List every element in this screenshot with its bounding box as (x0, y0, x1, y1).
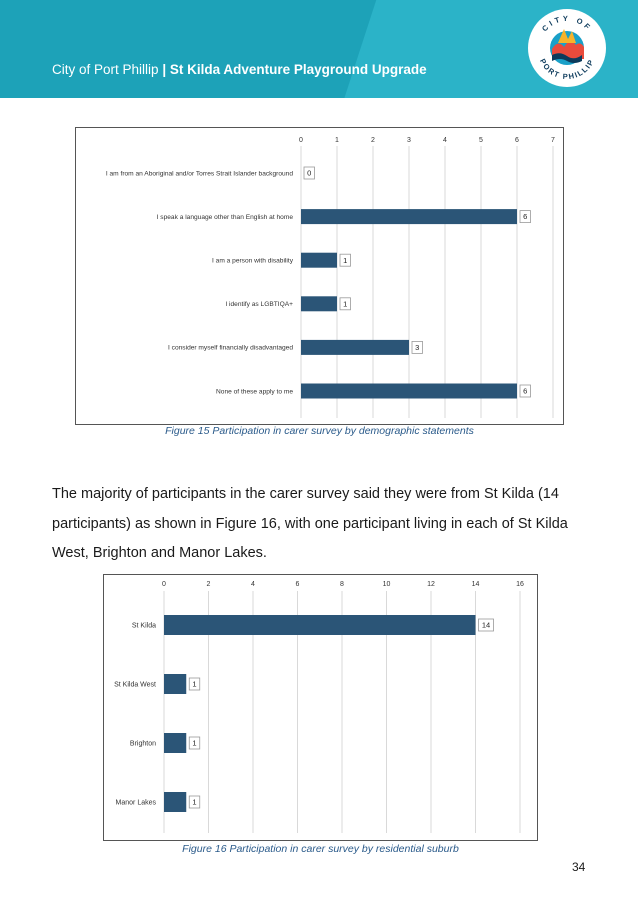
chart1-data-label-0: 14 (481, 620, 491, 630)
chart0-tick-label-3: 3 (407, 137, 411, 144)
chart1-bar-0 (164, 615, 476, 635)
chart1-data-label-1: 1 (192, 679, 197, 689)
chart0-category-label-4: I consider myself financially disadvantaged (168, 344, 293, 352)
chart-16-svg (104, 575, 537, 840)
chart1-tick-label-0: 0 (162, 581, 166, 588)
chart0-tick-label-7: 7 (551, 137, 555, 144)
chart0-category-label-0: I am from an Aboriginal and/or Torres Strait Islander background (105, 170, 293, 178)
figure-15-caption: Figure 15 Participation in carer survey by demographic statements (165, 425, 474, 437)
chart0-data-label-4: 3 (415, 343, 420, 353)
chart1-data-label-3: 1 (192, 797, 197, 807)
chart1-data-label-2: 1 (192, 738, 197, 748)
header-banner (0, 0, 638, 98)
chart0-bar-4 (301, 340, 409, 355)
chart1-tick-label-3: 6 (295, 581, 300, 588)
header-separator: | (162, 62, 167, 77)
chart0-bar-3 (301, 296, 337, 311)
figure-16-chart (103, 574, 538, 841)
chart1-tick-label-2: 4 (251, 581, 255, 588)
chart1-tick-label-4: 8 (340, 581, 344, 588)
chart1-tick-label-7: 14 (471, 581, 480, 588)
chart0-data-label-1: 6 (523, 212, 528, 222)
chart1-tick-label-1: 2 (206, 581, 211, 588)
header-project: St Kilda Adventure Playground Upgrade (169, 62, 427, 77)
chart0-bar-2 (301, 253, 337, 268)
chart0-bar-5 (301, 384, 517, 399)
body-paragraph: The majority of participants in the carer survey said they were from St Kilda (14 participants) as shown in Figure 16, with one participant living in each of St Kilda West, Brighton and Manor Lakes. (52, 486, 568, 561)
chart0-data-label-2: 1 (343, 255, 348, 265)
svg-text:CITY OF (540, 14, 594, 33)
chart1-tick-label-6: 12 (427, 581, 435, 588)
chart1-bar-3 (164, 792, 186, 812)
chart0-bar-1 (301, 209, 517, 224)
chart0-tick-label-0: 0 (299, 137, 303, 144)
chart1-category-label-3: Manor Lakes (115, 799, 156, 807)
chart0-tick-label-2: 2 (371, 137, 375, 144)
header-title (52, 62, 427, 77)
chart1-category-label-2: Brighton (129, 740, 156, 748)
figure-16-caption: Figure 16 Participation in carer survey by residential suburb (182, 843, 459, 855)
figure-15-chart (75, 127, 564, 425)
chart0-data-label-5: 6 (523, 386, 528, 396)
chart1-tick-label-8: 16 (516, 581, 524, 588)
chart-15-svg (76, 128, 563, 424)
page-number: 34 (572, 860, 586, 874)
logo-bottom-text: PORT PHILLIP (537, 57, 597, 82)
chart0-tick-label-1: 1 (335, 137, 339, 144)
chart1-tick-label-5: 10 (382, 581, 391, 588)
chart0-category-label-5: None of these apply to me (216, 388, 293, 396)
chart0-data-label-3: 1 (343, 299, 348, 309)
chart1-category-label-1: St Kilda West (114, 681, 156, 689)
city-logo (528, 9, 606, 87)
chart0-category-label-3: I identify as LGBTIQA+ (225, 301, 293, 309)
chart0-tick-label-5: 5 (479, 137, 483, 144)
chart0-tick-label-6: 6 (515, 137, 519, 144)
header-org: City of Port Phillip (52, 62, 159, 77)
chart0-category-label-2: I am a person with disability (212, 257, 293, 265)
chart0-category-label-1: I speak a language other than English at home (156, 213, 293, 221)
logo-top-text: CITY OF (540, 13, 594, 34)
chart1-category-label-0: St Kilda (131, 622, 156, 630)
chart0-data-label-0: 0 (307, 168, 312, 178)
chart0-tick-label-4: 4 (443, 137, 447, 144)
chart1-bar-1 (164, 674, 186, 694)
logo-emblem-icon (528, 9, 606, 87)
chart1-bar-2 (164, 733, 186, 753)
